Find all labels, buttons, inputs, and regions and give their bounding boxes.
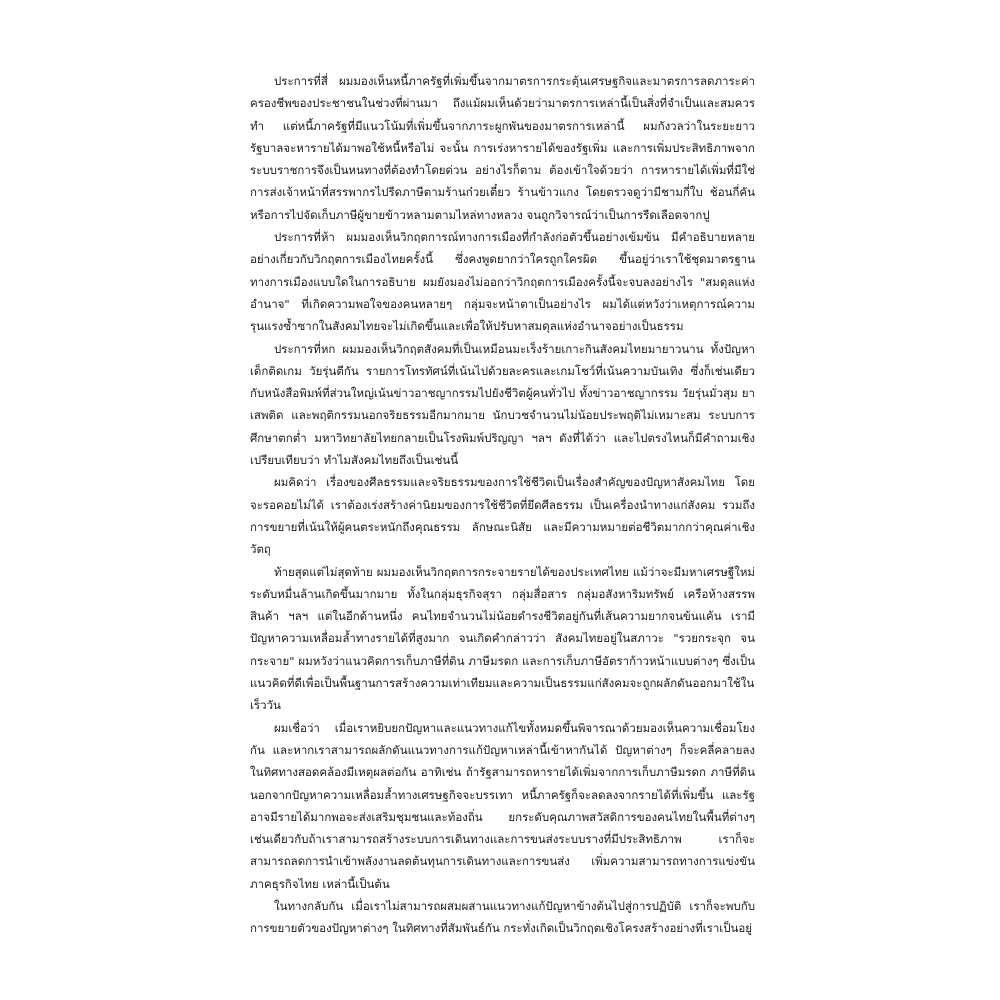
paragraph: ท้ายสุดแต่ไม่สุดท้าย ผมมองเห็นวิกฤตการกระจายรายได้ของประเทศไทย แม้ว่าจะมีมหาเศรษฐีใหม่ระดับหมื่นล้านเกิดขึ้นมากมาย ทั้งในกลุ่มธุรกิจสุรา กลุ่มสื่อสาร กลุ่มอสังหาริมทรัพย์ เครือห้างสรรพสินค้า ฯลฯ แต่ในอีกด้านหนึ่ง คนไทยจำนวนไม่น้อยดำรงชีวิตอยู่กันที่เส้นความยากจนข้นแค้น เรามีปัญหาความเหลื่อมล้ำทางรายได้ที่สูงมาก จนเกิดคำกล่าวว่า สังคมไทยอยู่ในสภาวะ "รวยกระจุก จนกระจาย" ผมหวังว่าแนวคิดการเก็บภาษีที่ดิน ภาษีมรดก และการเก็บภาษีอัตราก้าวหน้าแบบต่างๆ ซึ่งเป็นแนวคิดที่ดีเพื่อเป็นพื้นฐานการสร้างความเท่าเทียมและความเป็นธรรมแก่สังคมจะถูกผลักดันออกมาใช้ในเร็ววัน [250, 564, 755, 713]
paragraph: ผมคิดว่า เรื่องของศีลธรรมและจริยธรรมของการใช้ชีวิตเป็นเรื่องสำคัญของปัญหาสังคมไทย โดยจะรอคอยไม่ได้ เราต้องเร่งสร้างค่านิยมของการใช้ชีวิตที่ยึดศีลธรรม เป็นเครื่องนำทางแก่สังคม รวมถึงการขยายที่เน้นให้ผู้คนตระหนักถึงคุณธรรม ลักษณะนิสัย และมีความหมายต่อชีวิตมากกว่าคุณค่าเชิงวัตถุ [250, 475, 755, 557]
paragraph: ประการที่สี่ ผมมองเห็นหนี้ภาครัฐที่เพิ่มขึ้นจากมาตรการกระตุ้นเศรษฐกิจและมาตรการลดภาระค่าครองชีพของประชาชนในช่วงที่ผ่านมา ถึงแม้ผมเห็นด้วยว่ามาตรการเหล่านี้เป็นสิ่งที่จำเป็นและสมควรทำ แต่หนี้ภาครัฐที่มีแนวโน้มที่เพิ่มขึ้นจากภาระผูกพันของมาตรการเหล่านี้ ผมกังวลว่าในระยะยาวรัฐบาลจะหารายได้มาพอใช้หนี้หรือไม่ จะนั้น การเร่งหารายได้ของรัฐเพิ่ม และการเพิ่มประสิทธิภาพจากระบบราชการจึงเป็นหนทางที่ต้องทำโดยด่วน อย่างไรก็ตาม ต้องเข้าใจด้วยว่า การหารายได้เพิ่มที่มีใช่การส่งเจ้าหน้าที่สรรพากรไปรีดภาษีตามร้านก๋วยเตี๋ยว ร้านข้าวแกง โดยตรวจดูว่ามีชามกี่ใบ ช้อนกี่คัน หรือการไปจัดเก็บภาษีผู้ขายข้าวหลามตามไหล่ทางหลวง จนถูกวิจารณ์ว่าเป็นการรีดเลือดจากปู [250, 74, 755, 222]
paragraph: ผมเชื่อว่า เมื่อเราหยิบยกปัญหาและแนวทางแก้ไขทั้งหมดขึ้นพิจารณาด้วยมองเห็นความเชื่อมโยงกัน และหากเราสามารถผลักดันแนวทางการแก้ปัญหาเหล่านี้เข้าหากันได้ ปัญหาต่างๆ ก็จะคลี่คลายลงในทิศทางสอดคล้องมีเหตุผลต่อกัน อาทิเช่น ถ้ารัฐสามารถหารายได้เพิ่มจากการเก็บภาษีมรดก ภาษีที่ดิน นอกจากปัญหาความเหลื่อมล้ำทางเศรษฐกิจจะบรรเทา หนี้ภาครัฐก็จะลดลงจากรายได้ที่เพิ่มขึ้น และรัฐอาจมีรายได้มากพอจะส่งเสริมชุมชนและท้องถิ่น ยกระดับคุณภาพสวัสดิการของคนไทยในพื้นที่ต่างๆ เช่นเดียวกับถ้าเราสามารถสร้างระบบการเดินทางและการขนส่งระบบรางที่มีประสิทธิภาพ เราก็จะสามารถลดการนำเข้าพลังงานลดต้นทุนการเดินทางและการขนส่ง เพิ่มความสามารถทางการแข่งขันภาคธุรกิจไทย เหล่านี้เป็นต้น [250, 720, 755, 891]
paragraph: ประการที่ห้า ผมมองเห็นวิกฤตการณ์ทางการเมืองที่กำลังก่อตัวขึ้นอย่างเข้มข้น มีคำอธิบายหลายอย่างเกี่ยวกับวิกฤตการเมืองไทยครั้งนี้ ซึ่งคงพูดยากว่าใครถูกใครผิด ขึ้นอยู่ว่าเราใช้ชุดมาตรฐานทางการเมืองแบบใดในการอธิบาย ผมยังมองไม่ออกว่าวิกฤตการเมืองครั้งนี้จะจบลงอย่างไร "สมดุลแห่งอำนาจ" ที่เกิดความพอใจของคนหลายๆ กลุ่มจะหน้าตาเป็นอย่างไร ผมได้แต่หวังว่าเหตุการณ์ความรุนแรงซ้ำซากในสังคมไทยจะไม่เกิดขึ้นและเพื่อให้ปรับหาสมดุลแห่งอำนาจอย่างเป็นธรรม [250, 230, 755, 334]
document-body [250, 70, 755, 940]
paragraph: ในทางกลับกัน เมื่อเราไม่สามารถผสมผสานแนวทางแก้ปัญหาข้างต้นไปสู่การปฏิบัติ เราก็จะพบกับการขยายตัวของปัญหาต่างๆ ในทิศทางที่สัมพันธ์กัน กระทั่งเกิดเป็นวิกฤตเชิงโครงสร้างอย่างที่เราเป็นอยู่ [250, 898, 755, 936]
paragraph: ประการที่หก ผมมองเห็นวิกฤตสังคมที่เป็นเหมือนมะเร็งร้ายเกาะกินสังคมไทยมายาวนาน ทั้งปัญหาเด็กติดเกม วัยรุ่นตีกัน รายการโทรทัศน์ที่เน้นไปด้วยละครและเกมโชว์ที่เน้นความบันเทิง ซึ่งก็เช่นเดียวกับหนังสือพิมพ์ที่ส่วนใหญ่เน้นข่าวอาชญากรรมไปยังชีวิตผู้คนทั่วไป ทั้งข่าวอาชญากรรม วัยรุ่นมั่วสุม ยาเสพติด และพฤติกรรมนอกจริยธรรมอีกมากมาย นักบวชจำนวนไม่น้อยประพฤติไม่เหมาะสม ระบบการศึกษาตกต่ำ มหาวิทยาลัยไทยกลายเป็นโรงพิมพ์ปริญญา ฯลฯ ดังที่ได้ว่า และไปตรงไหนก็มีคำถามเชิงเปรียบเทียบว่า ทำไมสังคมไทยถึงเป็นเช่นนี้ [250, 341, 755, 468]
